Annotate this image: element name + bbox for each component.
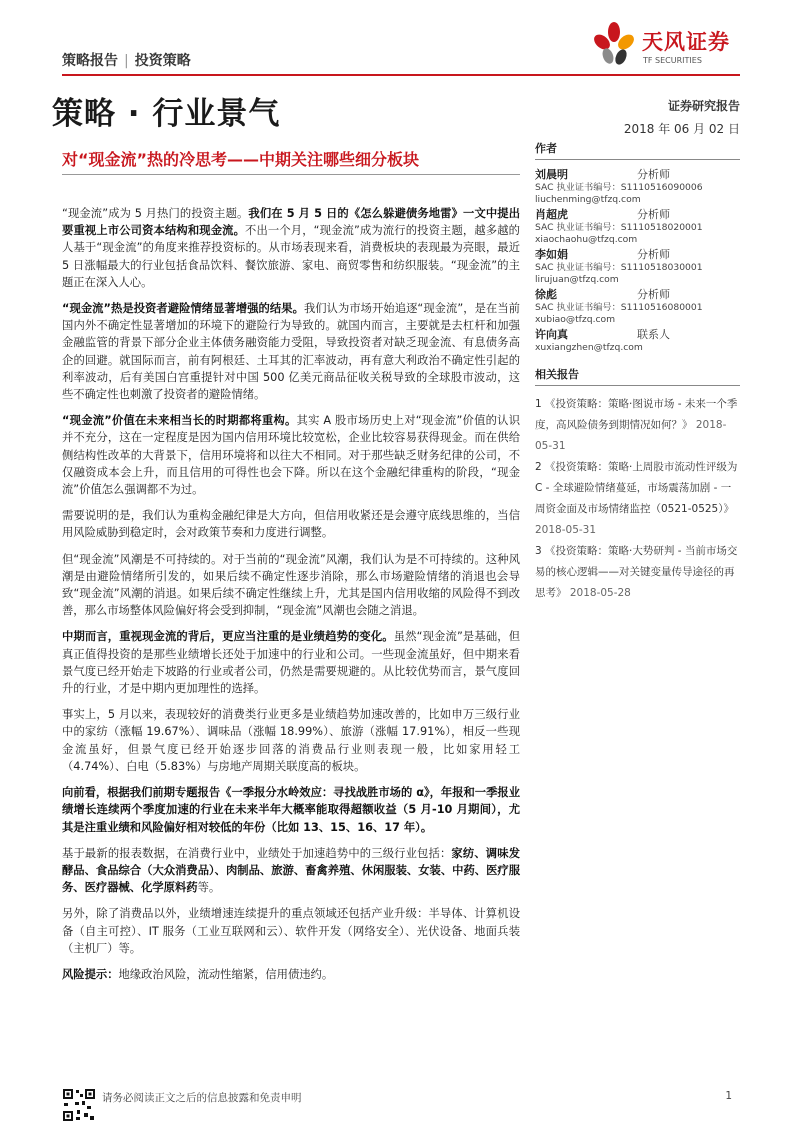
analyst-email[interactable]: xuxiangzhen@tfzq.com xyxy=(535,342,643,353)
report-date: 2018 年 06 月 02 日 xyxy=(623,122,740,136)
analyst-card xyxy=(535,248,740,286)
report-category xyxy=(62,50,191,70)
related-reports-heading: 相关报告 xyxy=(535,366,740,386)
analyst-role: 联系人 xyxy=(637,328,670,341)
analyst-license: SAC 执业证书编号：S1110516090006 xyxy=(535,182,703,193)
paragraph: “现金流”价值在未来相当长的时期都将重构。其实 A 股市场历史上对“现金流”价值的认识并不充分，这在一定程度是因为国内信用环境比较宽松，企业比较容易获得现金。而在供给侧结构性改革的大背景下，信用环境将和以往大不相同。对于那些缺乏财务纪律的公司，不仅融资成本会上升，而且信用的可得性也会下降。所以在这个金融纪律重构的阶段，“现金流”价值怎么强调都不为过。 xyxy=(62,414,520,497)
analyst-license: SAC 执业证书编号：S1110518020001 xyxy=(535,222,703,233)
analyst-name: 李如娟 xyxy=(535,248,568,261)
page-number: 1 xyxy=(725,1090,732,1102)
category-label: 策略报告 xyxy=(62,53,118,69)
paragraph: 向前看，根据我们前期专题报告《一季报分水岭效应：寻找战胜市场的 α》，年报和一季报业绩增长连续两个季度加速的行业在未来半年大概率能取得超额收益（5 月-10 月期间），尤其是注重业绩和风险偏好相对较低的年份（比如 13、15、16、17 年）。 xyxy=(62,786,520,834)
category-separator: | xyxy=(124,53,129,69)
related-report-date: 2018-05-31 xyxy=(535,419,727,452)
paragraph: 事实上，5 月以来，表现较好的消费类行业更多是业绩趋势加速改善的，比如申万三级行业中的家纺（涨幅 19.67%）、调味品（涨幅 18.99%）、旅游（涨幅 17.91%），相反一些现金流虽好，但景气度已经开始逐步回落的消费品行业则表现一般，比如家用轻工（4.74%）、白电（5.83%）与房地产周期关联度高的板块。 xyxy=(62,708,520,773)
related-reports-list xyxy=(535,394,740,604)
analyst-name: 许向真 xyxy=(535,328,568,341)
paragraph: 另外，除了消费品以外，业绩增速连续提升的重点领域还包括产业升级：半导体、计算机设备（自主可控）、IT 服务（工业互联网和云）、软件开发（网络安全）、光伏设备、地面兵装（主机厂）等。 xyxy=(62,907,520,955)
logo-flower-icon xyxy=(590,20,638,68)
company-logo xyxy=(590,20,740,70)
related-report[interactable]: 2 《投资策略：策略·上周股市流动性评级为 C - 全球避险情绪蔓延，市场震荡加剧 - 一周资金面及市场情绪监控（0521-0525）》 2018-05-31 xyxy=(535,461,738,536)
paragraph: “现金流”成为 5 月热门的投资主题。我们在 5 月 5 日的《怎么躲避债务地雷》一文中提出要重视上市公司资本结构和现金流。不出一个月，“现金流”成为流行的投资主题，越多越的人基于“现金流”的角度来推荐投资标的。从市场表现来看，消费板块的表现最为亮眼，最近 5 日涨幅最大的行业包括食品饮料、餐饮旅游、家电、商贸零售和纺织服装。“现金流”的主题正在深入人心。 xyxy=(62,207,520,289)
paragraph: 中期而言，重视现金流的背后，更应当注重的是业绩趋势的变化。虽然“现金流”是基础，但真正值得投资的是那些业绩增长还处于加速中的行业和公司。一些现金流虽好，但中期来看景气度已经开始走下坡路的行业或者公司，仍然是需要规避的。从比较优势而言，景气度回升的行业，才是中期内更加理性的选择。 xyxy=(62,630,520,696)
paragraph: 基于最新的报表数据，在消费行业中，业绩处于加速趋势中的三级行业包括：家纺、调味发酵品、食品综合（大众消费品）、肉制品、旅游、畜禽养殖、休闲服装、女装、中药、医疗服务、医疗器械、化学原料药等。 xyxy=(62,846,520,895)
subtitle-divider xyxy=(62,174,520,175)
report-body xyxy=(62,205,520,992)
footer-disclaimer: 请务必阅读正文之后的信息披露和免责申明 xyxy=(102,1092,302,1104)
analyst-card xyxy=(535,288,740,326)
analyst-email[interactable]: xiaochaohu@tfzq.com xyxy=(535,234,638,245)
analyst-role: 分析师 xyxy=(637,208,670,221)
analyst-card xyxy=(535,208,740,246)
analyst-card xyxy=(535,168,740,206)
analyst-email[interactable]: lirujuan@tfzq.com xyxy=(535,274,619,285)
header-divider xyxy=(62,74,740,76)
related-report-date: 2018-05-28 xyxy=(569,587,631,599)
analyst-card xyxy=(535,328,740,354)
analyst-license: SAC 执业证书编号：S1110518030001 xyxy=(535,262,703,273)
analyst-role: 分析师 xyxy=(637,288,670,301)
report-type: 证券研究报告 xyxy=(667,99,740,113)
analyst-name: 肖超虎 xyxy=(535,208,568,221)
authors-heading: 作者 xyxy=(535,140,740,160)
logo-name: 天风证券 xyxy=(642,30,730,54)
analyst-name: 徐彪 xyxy=(535,288,557,301)
analyst-email[interactable]: liuchenming@tfzq.com xyxy=(535,194,641,205)
paragraph: 但“现金流”风潮是不可持续的。对于当前的“现金流”风潮，我们认为是不可持续的。这种风潮是由避险情绪所引发的，如果后续不确定性逐步消除，那么市场避险情绪的消退也会导致“现金流”风潮的消退。如果后续不确定性继续上升，尤其是国内信用收缩的风险得不到改善，那么市场整体风险偏好将会受到抑制，“现金流”风潮也会随之消退。 xyxy=(62,552,520,618)
paragraph: “现金流”热是投资者避险情绪显著增强的结果。我们认为市场开始追逐“现金流”，是在当前国内外不确定性显著增加的环境下的避险行为导致的。就国内而言，主要就是去杠杆和加强金融监管的背景下部分企业主体债务融资能力受阻，导致投资者对缺乏现金流、有息债务高企的回避。就国际而言，前有阿根廷、土耳其的汇率波动，再有意大利政治不确定性引起的利率波动，后有美国白宫重提针对中国 500 亿美元商品征收关税导致的全球股市波动，这些不确定性也刺激了投资者的避险情绪。 xyxy=(62,302,520,402)
analyst-role: 分析师 xyxy=(637,248,670,261)
risk-warning: 风险提示：地缘政治风险，流动性缩紧，信用债违约。 xyxy=(62,967,334,981)
report-subtitle: 对“现金流”热的冷思考——中期关注哪些细分板块 xyxy=(62,150,420,169)
related-report[interactable]: 3 《投资策略：策略·大势研判 - 当前市场交易的核心逻辑——对关键变量传导途径的再思考》 2018-05-28 xyxy=(535,545,738,599)
logo-english: TF SECURITIES xyxy=(643,56,702,65)
analyst-license: SAC 执业证书编号：S1110516080001 xyxy=(535,302,703,313)
subcategory-label: 投资策略 xyxy=(134,53,191,69)
qr-code-icon xyxy=(62,1088,96,1122)
sidebar xyxy=(535,140,740,604)
analyst-email[interactable]: xubiao@tfzq.com xyxy=(535,314,616,325)
report-title: 策略 · 行业景气 xyxy=(52,96,281,132)
related-report[interactable]: 1 《投资策略：策略·图说市场 - 未来一个季度，高风险债务到期情况如何？》 2018-05-31 xyxy=(535,398,738,452)
analyst-role: 分析师 xyxy=(637,168,670,181)
paragraph: 需要说明的是，我们认为重构金融纪律是大方向，但信用收紧还是会遵守底线思维的，当信用风险威胁到稳定时，会对政策节奏和力度进行调整。 xyxy=(62,509,520,540)
related-report-date: 2018-05-31 xyxy=(535,524,597,536)
analyst-name: 刘晨明 xyxy=(535,168,568,181)
